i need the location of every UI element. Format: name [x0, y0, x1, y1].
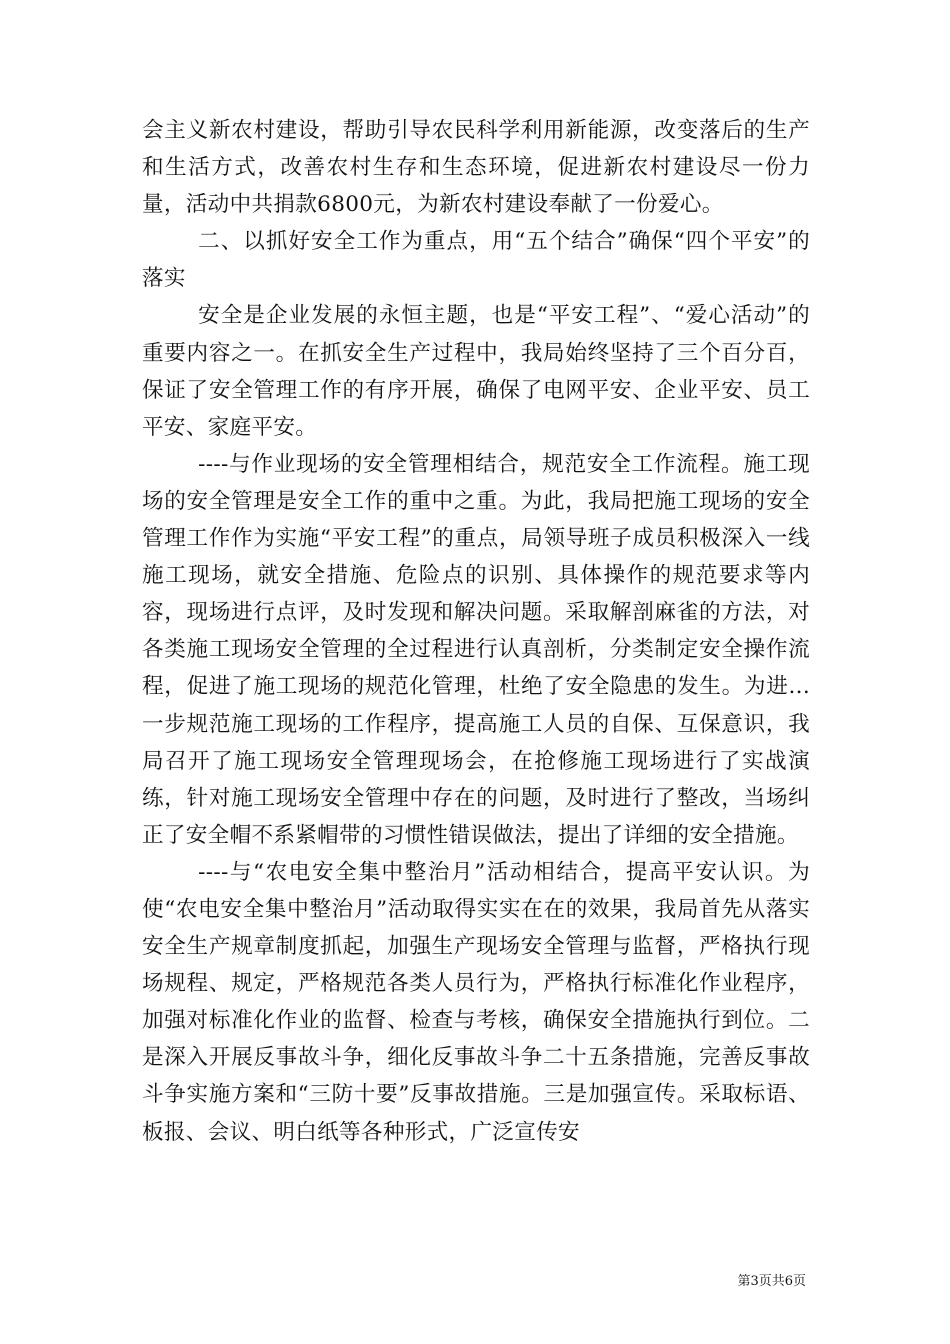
document-body — [142, 112, 810, 1151]
paragraph-2: 安全是企业发展的永恒主题，也是“平安工程”、“爱心活动”的重要内容之一。在抓安全生产过程中，我局始终坚持了三个百分百，保证了安全管理工作的有序开展，确保了电网平安、企业平安、员工平安、家庭平安。 — [142, 303, 810, 440]
paragraph-3: ----与作业现场的安全管理相结合，规范安全工作流程。施工现场的安全管理是安全工作的重中之重。为此，我局把施工现场的安全管理工作作为实施“平安工程”的重点，局领导班子成员积极深入一线施工现场，就安全措施、危险点的识别、具体操作的规范要求等内容，现场进行点评，及时发现和解决问题。采取解剖麻雀的方法，对各类施工现场安全管理的全过程进行认真剖析，分类制定安全操作流程，促进了施工现场的规范化管理，杜绝了安全隐患的发生。为进...一步规范施工现场的工作程序，提高施工人员的自保、互保意识，我局召开了施工现场安全管理现场会，在抢修施工现场进行了实战演练，针对施工现场安全管理中存在的问题，及时进行了整改，当场纠正了安全帽不系紧帽带的习惯性错误做法，提出了详细的安全措施。 — [142, 451, 810, 848]
section-heading: 二、以抓好安全工作为重点，用“五个结合”确保“四个平安”的落实 — [142, 229, 810, 292]
paragraph-4: ----与“农电安全集中整治月”活动相结合，提高平安认识。为使“农电安全集中整治月”活动取得实实在在的效果，我局首先从落实安全生产规章制度抓起，加强生产现场安全管理与监督，严格执行现场规程、规定，严格规范各类人员行为，严格执行标准化作业程序，加强对标准化作业的监督、检查与考核，确保安全措施执行到位。二是深入开展反事故斗争，细化反事故斗争二十五条措施，完善反事故斗争实施方案和“三防十要”反事故措施。三是加强宣传。采取标语、板报、会议、明白纸等各种形式，广泛宣传安 — [142, 859, 810, 1145]
paragraph-1: 会主义新农村建设，帮助引导农民科学利用新能源，改变落后的生产和生活方式，改善农村生存和生态环境，促进新农村建设尽一份力量，活动中共捐款6800元，为新农村建设奉献了一份爱心。 — [142, 118, 810, 218]
page-number: 第3页共6页 — [737, 1274, 806, 1289]
